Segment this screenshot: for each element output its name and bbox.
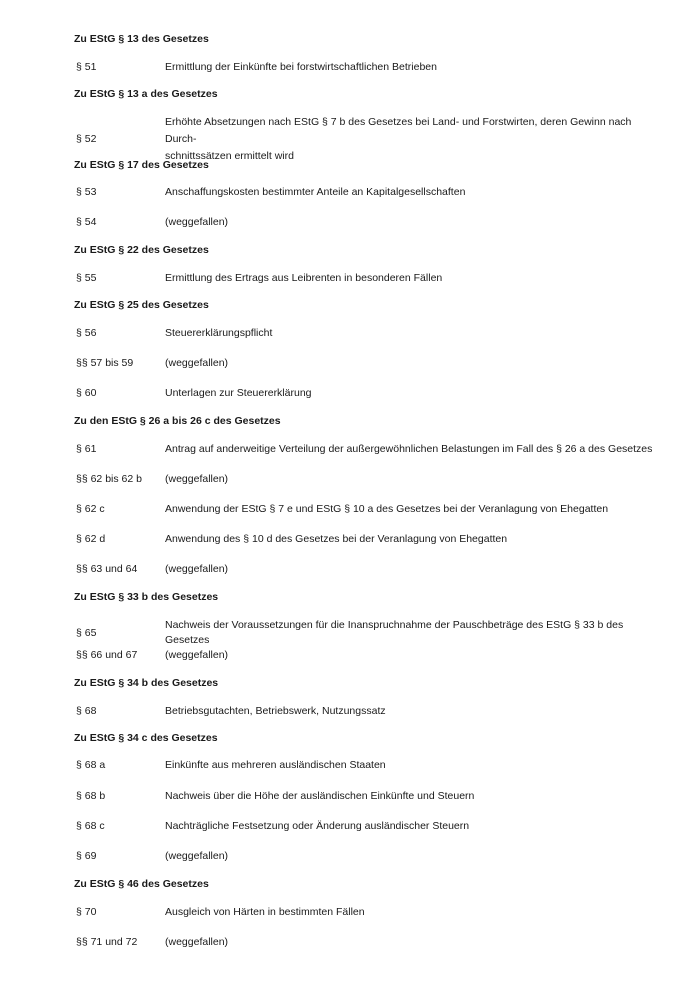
paragraph-number: § 62 d	[76, 533, 106, 545]
toc-entry	[74, 618, 654, 648]
paragraph-title: (weggefallen)	[165, 936, 229, 948]
paragraph-number: §§ 63 und 64	[76, 563, 138, 575]
toc-entry	[74, 849, 654, 864]
paragraph-title: (weggefallen)	[165, 473, 229, 485]
paragraph-title: Anwendung der EStG § 7 e und EStG § 10 a des Gesetzes bei der Veranlagung von Ehegatten	[165, 503, 609, 515]
section-heading: Zu EStG § 13 des Gesetzes	[74, 33, 209, 45]
paragraph-number: § 68 c	[76, 820, 105, 832]
paragraph-title: Anschaffungskosten bestimmter Anteile an Kapitalgesellschaften	[165, 186, 466, 198]
paragraph-number: § 56	[76, 327, 97, 339]
paragraph-number: § 61	[76, 443, 97, 455]
paragraph-title: Einkünfte aus mehreren ausländischen Staaten	[165, 759, 386, 771]
toc-entry	[74, 704, 654, 719]
toc-entry	[74, 562, 654, 577]
toc-entry	[74, 758, 654, 773]
paragraph-number: § 55	[76, 272, 97, 284]
paragraph-title: (weggefallen)	[165, 357, 229, 369]
paragraph-title: Nachweis der Voraussetzungen für die Inanspruchnahme der Pauschbeträge des EStG § 33 b des Gesetzes	[165, 619, 624, 646]
toc-entry	[74, 935, 654, 950]
paragraph-title: Antrag auf anderweitige Verteilung der außergewöhnlichen Belastungen im Fall des § 26 a des Gesetzes	[165, 443, 653, 455]
section-heading: Zu EStG § 46 des Gesetzes	[74, 878, 209, 890]
paragraph-number: § 52	[76, 133, 97, 145]
paragraph-number: § 53	[76, 186, 97, 198]
section-heading: Zu EStG § 13 a des Gesetzes	[74, 88, 218, 100]
toc-entry	[74, 532, 654, 547]
paragraph-title-line: Erhöhte Absetzungen nach EStG § 7 b des Gesetzes bei Land- und Forstwirten, deren Gewinn nach Durch-	[165, 116, 632, 145]
toc-entry	[74, 502, 654, 517]
toc-entry	[74, 789, 654, 804]
paragraph-number: § 65	[76, 626, 97, 639]
paragraph-title: Ermittlung der Einkünfte bei forstwirtschaftlichen Betrieben	[165, 61, 437, 73]
paragraph-number: § 69	[76, 850, 97, 862]
paragraph-title: Anwendung des § 10 d des Gesetzes bei der Veranlagung von Ehegatten	[165, 533, 508, 545]
paragraph-number: § 54	[76, 216, 97, 228]
paragraph-title: Nachträgliche Festsetzung oder Änderung ausländischer Steuern	[165, 820, 470, 832]
toc-entry	[74, 442, 654, 457]
section-heading: Zu EStG § 25 des Gesetzes	[74, 299, 209, 311]
paragraph-number: § 68 a	[76, 759, 106, 771]
paragraph-title: (weggefallen)	[165, 649, 229, 661]
toc-entry	[74, 386, 654, 401]
toc-entry	[74, 905, 654, 920]
toc-entry	[74, 185, 654, 200]
paragraph-number: §§ 57 bis 59	[76, 357, 134, 369]
paragraph-number: § 68	[76, 705, 97, 717]
paragraph-title: Nachweis über die Höhe der ausländischen Einkünfte und Steuern	[165, 790, 475, 802]
toc-entry	[74, 215, 654, 230]
paragraph-number: §§ 62 bis 62 b	[76, 473, 142, 485]
toc-entry	[74, 326, 654, 341]
paragraph-title: Betriebsgutachten, Betriebswerk, Nutzungssatz	[165, 705, 386, 717]
paragraph-number: § 62 c	[76, 503, 105, 515]
paragraph-number: § 70	[76, 906, 97, 918]
paragraph-number: §§ 66 und 67	[76, 649, 138, 661]
paragraph-number: §§ 71 und 72	[76, 936, 138, 948]
section-heading: Zu EStG § 33 b des Gesetzes	[74, 591, 219, 603]
paragraph-title: (weggefallen)	[165, 850, 229, 862]
section-heading: Zu EStG § 22 des Gesetzes	[74, 244, 209, 256]
paragraph-title-line: schnittssätzen ermittelt wird	[165, 150, 294, 162]
toc-entry	[74, 648, 654, 663]
paragraph-title: (weggefallen)	[165, 563, 229, 575]
paragraph-title: Steuererklärungspflicht	[165, 327, 273, 339]
toc-entry	[74, 271, 654, 286]
section-heading: Zu den EStG § 26 a bis 26 c des Gesetzes	[74, 415, 281, 427]
section-heading: Zu EStG § 34 c des Gesetzes	[74, 732, 218, 744]
toc-entry	[74, 819, 654, 834]
toc-entry	[74, 356, 654, 371]
paragraph-title: (weggefallen)	[165, 216, 229, 228]
paragraph-number: § 51	[76, 61, 97, 73]
section-heading: Zu EStG § 17 des Gesetzes	[74, 159, 209, 171]
section-heading: Zu EStG § 34 b des Gesetzes	[74, 677, 219, 689]
toc-entry	[74, 60, 654, 75]
paragraph-number: § 68 b	[76, 790, 106, 802]
paragraph-title: Unterlagen zur Steuererklärung	[165, 387, 312, 399]
paragraph-title: Ausgleich von Härten in bestimmten Fällen	[165, 906, 365, 918]
toc-entry	[74, 472, 654, 487]
paragraph-number: § 60	[76, 387, 97, 399]
paragraph-title: Ermittlung des Ertrags aus Leibrenten in besonderen Fällen	[165, 272, 443, 284]
